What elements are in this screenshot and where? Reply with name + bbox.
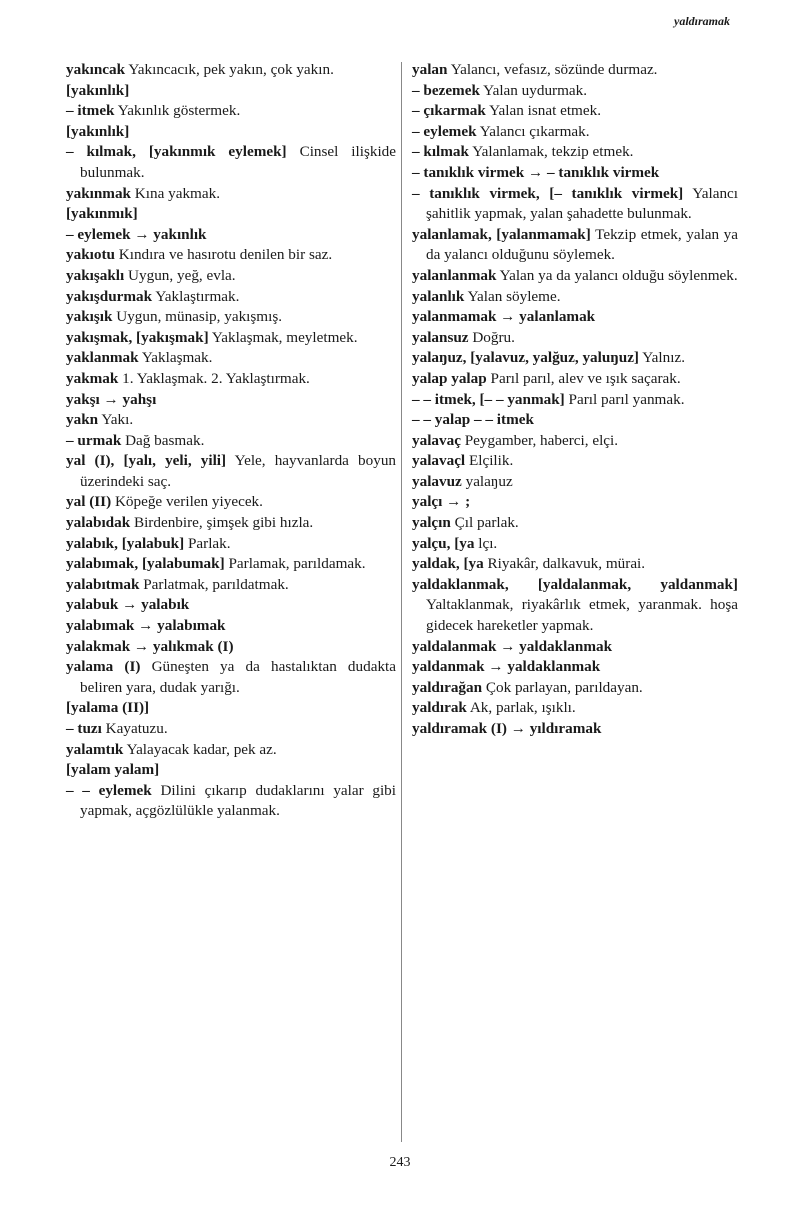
- dictionary-entry: [66, 760, 396, 781]
- dictionary-entry: [412, 534, 738, 555]
- entry-definition: lçı.: [478, 534, 498, 552]
- entry-headword: yalansuz: [412, 328, 469, 346]
- entry-headword: yakışaklı: [66, 266, 125, 284]
- entry-definition: Yalanlamak, tekzip etmek.: [472, 143, 634, 161]
- dictionary-entry: [412, 390, 738, 411]
- entry-definition: Parlamak, parıldamak.: [228, 555, 366, 573]
- entry-headword: – – yalap – – itmek: [412, 411, 534, 429]
- dictionary-entry: [412, 81, 738, 102]
- dictionary-entry: [412, 451, 738, 472]
- entry-definition: Yalancı şahitlik yapmak, yalan şahadette bulunmak.: [426, 184, 739, 223]
- entry-definition: Yakıncacık, pek yakın, çok yakın.: [128, 61, 334, 78]
- entry-headword: – çıkarmak: [412, 102, 486, 120]
- entry-headword: yal (II): [66, 493, 112, 511]
- entry-definition: Riyakâr, dalkavuk, mürai.: [487, 555, 646, 573]
- entry-headword: yaldak, [ya: [412, 555, 484, 573]
- entry-definition: Güneşten ya da hastalıktan dudakta beliren yara, dudak yarığı.: [80, 658, 397, 696]
- dictionary-entry: [66, 698, 396, 719]
- dictionary-entry: [66, 122, 396, 143]
- dictionary-entry: [66, 101, 396, 122]
- entry-headword: yakışık: [66, 308, 113, 326]
- entry-headword: – tuzı: [66, 720, 102, 737]
- dictionary-entry: [66, 307, 396, 328]
- entry-definition: Yalancı, vefasız, sözünde durmaz.: [450, 61, 658, 78]
- entry-definition: Yele, hayvanlarda boyun üzerindeki saç.: [80, 452, 397, 490]
- dictionary-entry: [66, 245, 396, 266]
- dictionary-entry: [66, 369, 396, 390]
- entry-headword: yalama (I): [66, 658, 141, 676]
- dictionary-entry: [66, 492, 396, 513]
- entry-definition: Çok parlayan, parıldayan.: [485, 678, 643, 696]
- entry-headword: yalabıdak: [66, 514, 131, 532]
- entry-definition: Yalan söyleme.: [467, 287, 561, 305]
- entry-definition: Yaltaklanmak, riyakârlık etmek, yaranmak. hoşa gidecek hareketler yapmak.: [426, 596, 738, 635]
- entry-headword: yakşı → yahşı: [66, 390, 157, 408]
- entry-headword: – kılmak: [412, 143, 469, 161]
- entry-headword: yaldanmak → yaldaklanmak: [412, 658, 601, 676]
- entry-headword: – itmek: [66, 102, 115, 120]
- entry-headword: yaldıramak (I) → yıldıramak: [412, 720, 602, 737]
- dictionary-entry: [66, 328, 396, 349]
- dictionary-entry: [66, 204, 396, 225]
- dictionary-entry: [66, 225, 396, 246]
- entry-headword: yakışdurmak: [66, 287, 153, 305]
- dictionary-entry: [66, 81, 396, 102]
- dictionary-entry: [412, 348, 738, 369]
- page-number: 243: [389, 1155, 411, 1170]
- entry-definition: Yalancı çıkarmak.: [479, 122, 590, 140]
- dictionary-entry: [66, 266, 396, 287]
- dictionary-entry: [66, 595, 396, 616]
- entry-headword: yaklanmak: [66, 349, 139, 367]
- dictionary-entry: [66, 287, 396, 308]
- entry-definition: Yalan ya da yalancı olduğu söylenmek.: [499, 266, 738, 284]
- entry-definition: Doğru.: [472, 328, 515, 346]
- entry-headword: – – eylemek: [66, 781, 152, 799]
- dictionary-entry: [412, 287, 738, 308]
- entry-headword: – bezemek: [412, 81, 480, 99]
- dictionary-entry: [412, 163, 738, 184]
- dictionary-entry: [66, 451, 396, 492]
- entry-definition: Parlatmak, parıldatmak.: [143, 575, 289, 593]
- entry-definition: Peygamber, haberci, elçi.: [464, 431, 619, 449]
- dictionary-entry: [66, 534, 396, 555]
- dictionary-entry: [412, 410, 738, 431]
- entry-headword: yalavaç: [412, 431, 461, 449]
- dictionary-entry: [412, 431, 738, 452]
- entry-headword: yakmak: [66, 369, 119, 387]
- entry-headword: yakınmak: [66, 184, 131, 202]
- entry-headword: – tanıklık virmek → – tanıklık virmek: [412, 163, 660, 181]
- right-column: [412, 60, 738, 740]
- dictionary-entry: [412, 266, 738, 287]
- entry-headword: – tanıklık virmek, [– tanıklık virmek]: [412, 184, 684, 202]
- entry-headword: – eylemek: [412, 122, 477, 140]
- dictionary-entry: [412, 101, 738, 122]
- dictionary-entry: [66, 637, 396, 658]
- entry-headword: yalçı → ;: [412, 493, 471, 511]
- dictionary-entry: [66, 431, 396, 452]
- entry-definition: Kındıra ve hasırotu denilen bir saz.: [118, 246, 333, 264]
- entry-headword: yaldırak: [412, 699, 467, 717]
- entry-headword: yalanmamak → yalanlamak: [412, 308, 596, 326]
- dictionary-entry: [412, 513, 738, 534]
- dictionary-entry: [412, 142, 738, 163]
- entry-definition: Uygun, münasip, yakışmış.: [116, 308, 283, 326]
- dictionary-entry: [66, 616, 396, 637]
- entry-headword: yalabık, [yalabuk]: [66, 534, 185, 552]
- entry-headword: yalabımak, [yalabumak]: [66, 555, 225, 573]
- entry-headword: yalavuz: [412, 472, 462, 490]
- dictionary-entry: [66, 60, 396, 81]
- entry-definition: Cinsel ilişkide bulunmak.: [80, 143, 397, 181]
- entry-headword: [yakınlık]: [66, 122, 130, 140]
- entry-headword: yalakmak → yalıkmak (I): [66, 637, 234, 655]
- entry-headword: yalabıtmak: [66, 575, 140, 593]
- running-head: yaldıramak: [674, 14, 730, 28]
- entry-headword: [yakınlık]: [66, 81, 130, 99]
- dictionary-entry: [412, 657, 738, 678]
- entry-headword: [yalama (II)]: [66, 699, 150, 717]
- entry-headword: yakıncak: [66, 61, 126, 78]
- dictionary-entry: [66, 740, 396, 761]
- entry-headword: yalçın: [412, 514, 451, 532]
- entry-headword: yalabuk → yalabık: [66, 596, 190, 614]
- dictionary-entry: [412, 719, 738, 740]
- entry-headword: yal (I), [yalı, yeli, yili]: [66, 452, 227, 470]
- entry-definition: Kayatuzu.: [105, 720, 168, 737]
- dictionary-entry: [66, 410, 396, 431]
- entry-definition: Yalayacak kadar, pek az.: [126, 740, 277, 758]
- entry-definition: Parlak.: [187, 534, 231, 552]
- entry-headword: yalaŋuz, [yalavuz, yalğuz, yaluŋuz]: [412, 349, 639, 367]
- entry-headword: yalanlanmak: [412, 266, 497, 284]
- entry-headword: yaldırağan: [412, 678, 483, 696]
- dictionary-entry: [412, 60, 738, 81]
- dictionary-entry: [66, 719, 396, 740]
- dictionary-entry: [412, 184, 738, 225]
- entry-definition: Parıl parıl, alev ve ışık saçarak.: [490, 369, 681, 387]
- entry-definition: 1. Yaklaşmak. 2. Yaklaştırmak.: [122, 369, 310, 387]
- entry-definition: Ak, parlak, ışıklı.: [469, 699, 576, 717]
- entry-headword: yalavaçl: [412, 452, 466, 470]
- dictionary-entry: [412, 492, 738, 513]
- entry-definition: Yakınlık göstermek.: [117, 102, 241, 120]
- dictionary-entry: [66, 348, 396, 369]
- dictionary-entry: [66, 142, 396, 183]
- entry-headword: – – itmek, [– – yanmak]: [412, 390, 565, 408]
- entry-headword: yalçu, [ya: [412, 534, 475, 552]
- entry-headword: [yakınmık]: [66, 205, 138, 223]
- entry-definition: Elçilik.: [468, 452, 514, 470]
- dictionary-entry: [412, 472, 738, 493]
- entry-headword: yakn: [66, 411, 99, 429]
- dictionary-entry: [412, 698, 738, 719]
- left-column: [66, 60, 396, 822]
- dictionary-entry: [66, 184, 396, 205]
- dictionary-entry: [66, 554, 396, 575]
- dictionary-entry: [412, 678, 738, 699]
- dictionary-entry: [412, 307, 738, 328]
- entry-definition: Yalan uydurmak.: [483, 81, 588, 99]
- entry-definition: Tekzip etmek, yalan ya da yalancı olduğunu söylemek.: [426, 225, 739, 264]
- entry-headword: – kılmak, [yakınmık eylemek]: [66, 143, 287, 161]
- entry-headword: yalan: [412, 61, 448, 78]
- entry-headword: yakışmak, [yakışmak]: [66, 328, 209, 346]
- entry-headword: yaldaklanmak, [yaldalanmak, yaldanmak]: [412, 575, 738, 593]
- entry-definition: yalaŋuz: [465, 472, 513, 490]
- entry-headword: – urmak: [66, 431, 122, 449]
- dictionary-entry: [412, 637, 738, 658]
- dictionary-entry: [66, 513, 396, 534]
- entry-definition: Parıl parıl yanmak.: [568, 390, 685, 408]
- entry-headword: yaldalanmak → yaldaklanmak: [412, 637, 613, 655]
- dictionary-entry: [412, 575, 738, 637]
- dictionary-entry: [412, 122, 738, 143]
- entry-headword: – eylemek → yakınlık: [66, 225, 207, 243]
- entry-headword: yalap yalap: [412, 369, 487, 387]
- entry-definition: Çıl parlak.: [454, 514, 519, 532]
- entry-definition: Köpeğe verilen yiyecek.: [114, 493, 263, 511]
- entry-headword: yalabımak → yalabımak: [66, 617, 226, 635]
- entry-headword: yakıotu: [66, 246, 115, 264]
- entry-definition: Yaklaştırmak.: [155, 287, 240, 305]
- entry-definition: Dağ basmak.: [125, 431, 205, 449]
- dictionary-entry: [66, 657, 396, 698]
- entry-headword: yalanlık: [412, 287, 465, 305]
- dictionary-entry: [66, 781, 396, 822]
- entry-headword: yalamtık: [66, 740, 124, 758]
- entry-definition: Uygun, yeğ, evla.: [128, 266, 236, 284]
- dictionary-entry: [412, 554, 738, 575]
- dictionary-entry: [66, 390, 396, 411]
- dictionary-entry: [412, 328, 738, 349]
- dictionary-entry: [412, 369, 738, 390]
- entry-definition: Yalan isnat etmek.: [489, 102, 601, 120]
- entry-definition: Yaklaşmak, meyletmek.: [211, 328, 358, 346]
- entry-definition: Yalnız.: [642, 349, 685, 367]
- entry-definition: Kına yakmak.: [134, 184, 220, 202]
- entry-definition: Birdenbire, şimşek gibi hızla.: [133, 514, 314, 532]
- entry-definition: Yaklaşmak.: [141, 349, 213, 367]
- dictionary-entry: [66, 575, 396, 596]
- entry-definition: Dilini çıkarıp dudaklarını yalar gibi yapmak, açgözlülükle yalanmak.: [80, 781, 396, 820]
- entry-definition: Yakı.: [101, 411, 134, 429]
- column-divider: [401, 62, 402, 1142]
- entry-headword: [yalam yalam]: [66, 761, 160, 779]
- dictionary-entry: [412, 225, 738, 266]
- entry-headword: yalanlamak, [yalanmamak]: [412, 225, 591, 243]
